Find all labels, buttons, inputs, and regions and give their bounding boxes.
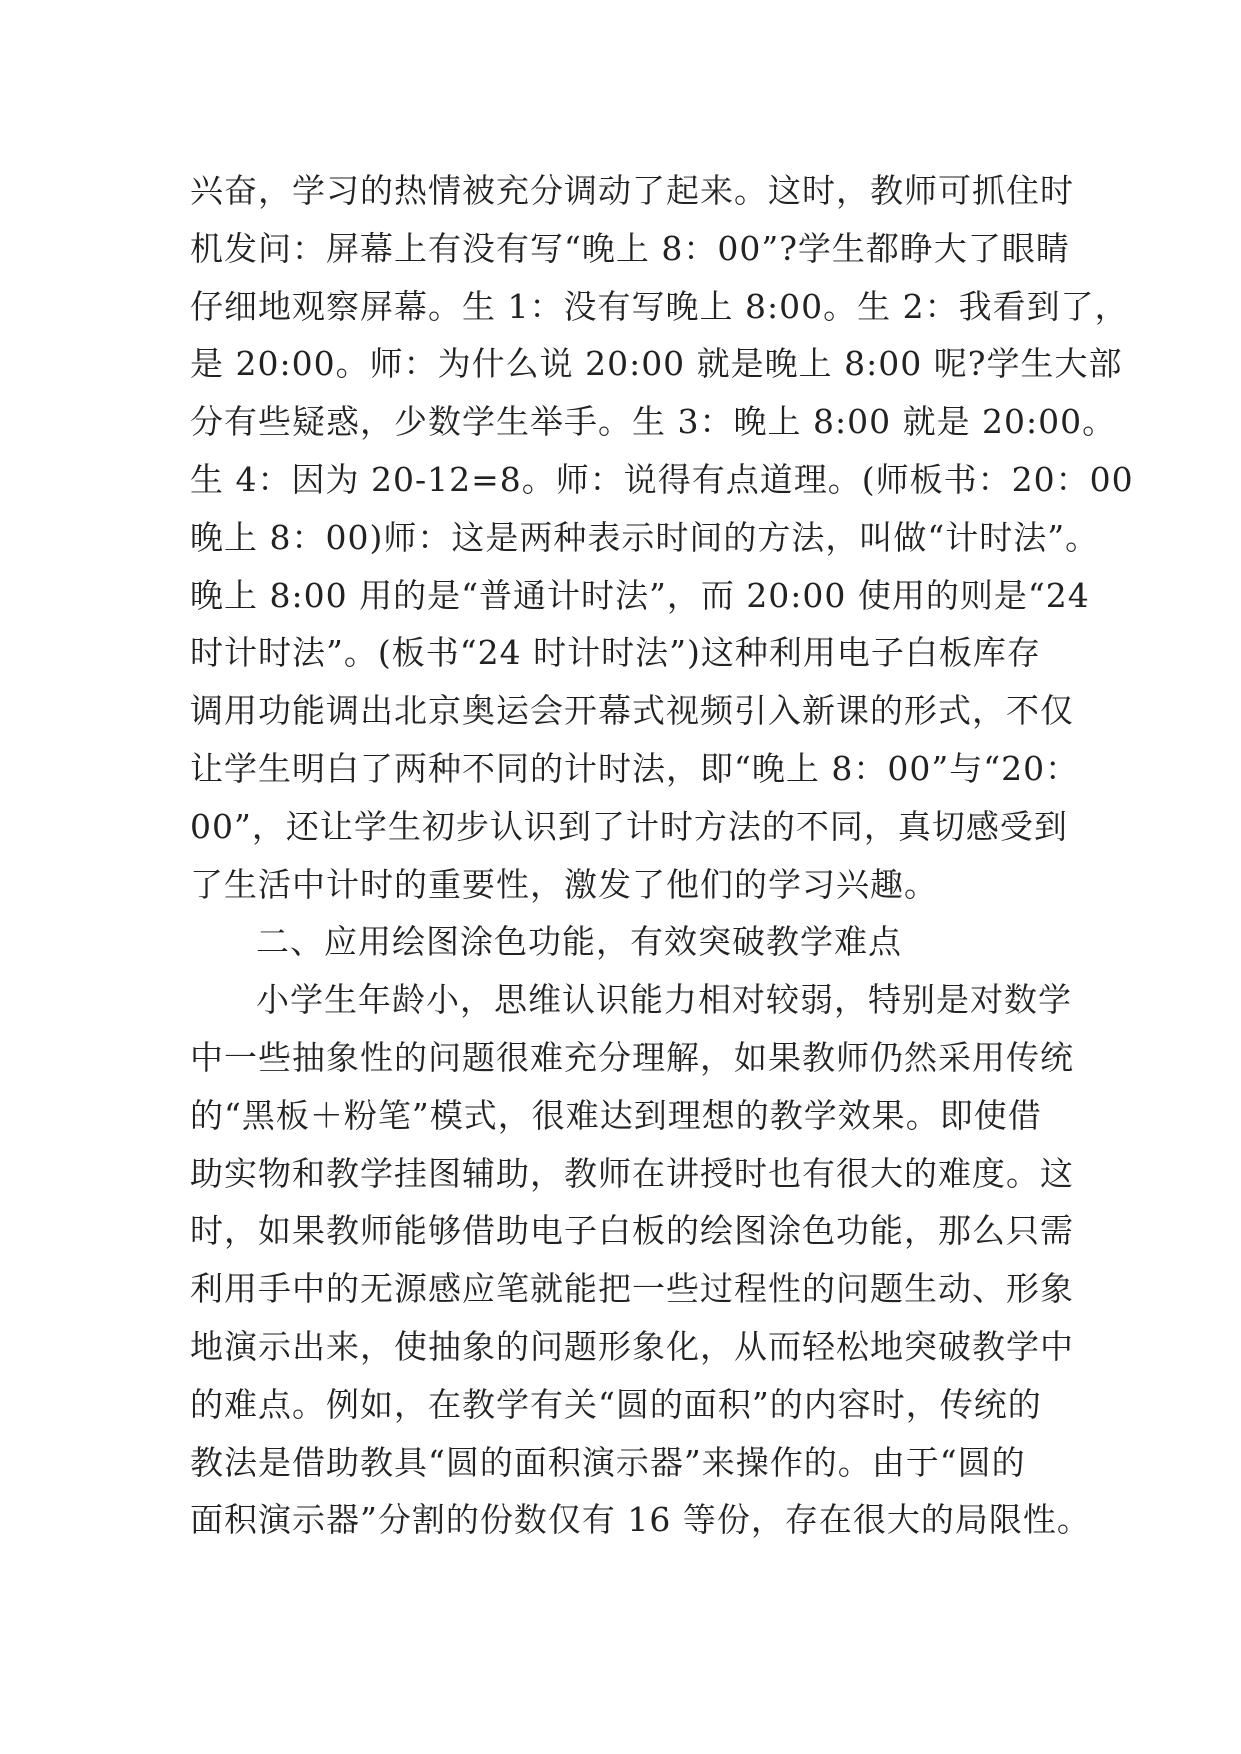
text-line: 调用功能调出北京奥运会开幕式视频引入新课的形式，不仅 [190,691,1074,731]
text-line: 让学生明白了两种不同的计时法，即“晚上 8：00”与“20： [190,748,1080,788]
body-text [190,162,1134,1549]
text-line: 兴奋，学习的热情被充分调动了起来。这时，教师可抓住时 [190,171,1074,210]
text-line: 晚上 8:00 用的是“普通计时法”，而 20:00 使用的则是“24 [190,575,1090,615]
text-line: 利用手中的无源感应笔就能把一些过程性的问题生动、形象 [190,1269,1074,1309]
text-line: 机发问：屏幕上有没有写“晚上 8：00”?学生都睁大了眼睛 [190,228,1070,268]
text-line: 的难点。例如，在教学有关“圆的面积”的内容时，传统的 [190,1384,1042,1424]
text-line: 教法是借助教具“圆的面积演示器”来操作的。由于“圆的 [190,1442,1026,1482]
text-line: 时，如果教师能够借助电子白板的绘图涂色功能，那么只需 [190,1211,1074,1251]
text-line: 晚上 8：00)师：这是两种表示时间的方法，叫做“计时法”。 [190,517,1100,557]
section-heading: 二、应用绘图涂色功能，有效突破教学难点 [256,922,902,962]
text-line: 面积演示器”分割的份数仅有 16 等份，存在很大的局限性。 [190,1500,1091,1540]
text-line: 是 20:00。师：为什么说 20:00 就是晚上 8:00 呢?学生大部 [190,344,1123,384]
text-line: 生 4：因为 20-12=8。师：说得有点道理。(师板书：20：00 [190,459,1134,499]
text-line: 时计时法”。(板书“24 时计时法”)这种利用电子白板库存 [190,633,1041,673]
text-line: 了生活中计时的重要性，激发了他们的学习兴趣。 [190,864,938,904]
text-line: 的“黑板＋粉笔”模式，很难达到理想的教学效果。即使借 [190,1095,1042,1135]
text-line: 地演示出来，使抽象的问题形象化，从而轻松地突破教学中 [190,1326,1074,1366]
text-line: 小学生年龄小，思维认识能力相对较弱，特别是对数学 [256,980,1072,1020]
text-line: 00”，还让学生初步认识到了计时方法的不同，真切感受到 [190,806,1068,846]
text-line: 仔细地观察屏幕。生 1：没有写晚上 8:00。生 2：我看到了， [190,286,1129,326]
text-line: 分有些疑惑，少数学生举手。生 3：晚上 8:00 就是 20:00。 [190,402,1117,442]
text-line: 助实物和教学挂图辅助，教师在讲授时也有很大的难度。这 [190,1153,1074,1193]
text-line: 中一些抽象性的问题很难充分理解，如果教师仍然采用传统 [190,1037,1074,1077]
